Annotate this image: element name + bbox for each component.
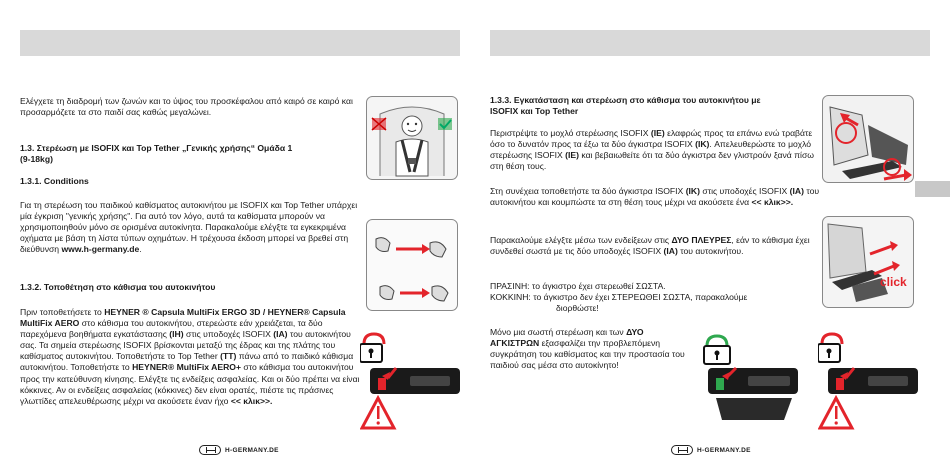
lock-open-icon <box>360 334 384 362</box>
placement-title: 1.3.2. Τοποθέτηση στο κάθισμα του αυτοκινήτου <box>20 282 216 292</box>
placement-text: Πριν τοποθετήσετε το HEYNER ® Capsula MultiFix ERGO 3D / HEYNER® Capsula MultiFix AERO στο κάθισμα του αυτοκινήτου, στερεώστε εάν χρειάζεται, τα δύο παρεχόμενα βοηθήματα εγκατάστασης (IH) στις υποδοχές ISOFIX (IA) του αυτοκινήτου σας. Τα σημεία στερέωσης ISOFIX βρίσκονται μεταξύ της έδρας και της πλάτης του καθίσματος αυτοκινήτου. Τοποθετήστε το Top Tether (TT) πάνω από το παιδικό κάθισμα αυτοκινήτου. Τοποθετήστε το HEYNER® MultiFix AERO+ στο κάθισμα του αυτοκινήτου προς την κατεύθυνση κίνησης. Ελέγξτε τις ενδείξεις ασφαλείας. Και οι δύο πρέπει να είναι κόκκινες. Αν οι ενδείξεις ασφαλείας (κόκκινες) δεν είναι ορατές, πιέστε τις πράσινες γλωττίδες απελευθέρωσης μέχρι να ακούσετε έναν ήχο << κλικ>>. <box>20 307 360 406</box>
isofix-green-indicator <box>702 332 802 432</box>
right-para-2: Στη συνέχεια τοποθετήστε τα δύο άγκιστρα ISOFIX (IK) στις υποδοχές ISOFIX (IA) του αυτοκινήτου και κουμπώστε τα στη θέση τους μέχρι να ακούσετε ένα << κλικ>>. <box>490 186 820 208</box>
logo-icon <box>671 445 693 455</box>
right-para-1: Περιστρέψτε το μοχλό στερέωσης ISOFIX (IE) ελαφρώς προς τα επάνω ενώ τραβάτε όσο το δυνατόν προς τα έξω τα δύο άγκιστρα ISOFIX (IK). Απελευθερώστε το μοχλό στερέωσης ISOFIX (IE) και βεβαιωθείτε ότι τα δύο άγκιστρα δεν γλιστρούν ξανά πίσω στη θέση τους. <box>490 128 814 172</box>
warning-triangle-icon <box>820 398 852 428</box>
lock-closed-icon <box>704 336 730 364</box>
intro-text: Ελέγχετε τη διαδρομή των ζωνών και το ύψος του προσκέφαλου από καιρό σε καιρό και προσαρμόζετε τα στο παιδί σας καθώς μεγαλώνει. <box>20 96 353 118</box>
right-para-3: Παρακαλούμε ελέγξτε μέσω των ενδείξεων στις ΔΥΟ ΠΛΕΥΡΕΣ, εάν το κάθισμα έχει συνδεθεί σωστά με τις δύο υποδοχές ISOFIX (IA) του αυτοκινήτου. <box>490 235 810 257</box>
green-status: ΠΡΑΣΙΝΗ: το άγκιστρο έχει στερεωθεί ΣΩΣΤΑ. <box>490 281 666 291</box>
isofix-red-indicator-right <box>818 332 923 432</box>
footer-logo-left: H-GERMANY.DE <box>199 445 279 455</box>
section-title: 1.3. Στερέωση με ISOFIX και Top Tether „Γενικής χρήσης“ Ομάδα 1 (9-18kg) <box>20 143 293 165</box>
right-page <box>475 0 950 475</box>
red-status-2: διορθώστε! <box>556 303 599 314</box>
left-header-bar <box>20 30 460 56</box>
red-status: ΚΟΚΚΙΝΗ: το άγκιστρο δεν έχει ΣΤΕΡΕΩΘΕΙ ΣΩΣΤΑ, παρακαλούμε <box>490 292 748 303</box>
child-seat-harness-icon <box>366 96 458 180</box>
isofix-lever-icon <box>822 95 914 183</box>
right-section-title: 1.3.3. Εγκατάσταση και στερέωση στο κάθισμα του αυτοκινήτου με ISOFIX και Top Tether <box>490 95 761 117</box>
side-tab <box>915 181 950 197</box>
conditions-text: Για τη στερέωση του παιδικού καθίσματος αυτοκινήτου με ISOFIX και Top Tether υπάρχει μία έγκριση "γενικής χρήσης". Για αυτό τον λόγο, αυτά τα καθίσματα μπορούν να χρησιμοποιηθούν μόνο σε ορισμένα αυτοκίνητα. Παρακαλούμε ελέγξτε τα εγκεκριμένα οχήματα με βάση τη λίστα τύπων οχημάτων. Η τρέχουσα έκδοση μπορεί να βρεθεί στη διεύθυνση www.h-germany.de. <box>20 200 358 255</box>
logo-icon <box>199 445 221 455</box>
warning-triangle-icon <box>362 398 394 428</box>
status-lines <box>490 281 820 314</box>
right-header-bar <box>490 30 930 56</box>
lock-open-icon <box>818 334 842 362</box>
right-para-4: Μόνο μια σωστή στερέωση και των ΔΥΟ ΑΓΚΙΣΤΡΩΝ εξασφαλίζει την προβλεπόμενη συγκράτηση του καθίσματος και την προστασία του παιδιού σας μέσα στο αυτοκίνητο! <box>490 327 685 371</box>
isofix-anchor-icon <box>366 219 458 311</box>
website-link[interactable]: www.h-germany.de <box>61 244 140 255</box>
conditions-title: 1.3.1. Conditions <box>20 176 89 186</box>
click-label: click <box>880 275 907 289</box>
isofix-click-icon <box>822 216 914 308</box>
isofix-red-indicator <box>360 332 465 432</box>
footer-logo-right: H-GERMANY.DE <box>671 445 751 455</box>
